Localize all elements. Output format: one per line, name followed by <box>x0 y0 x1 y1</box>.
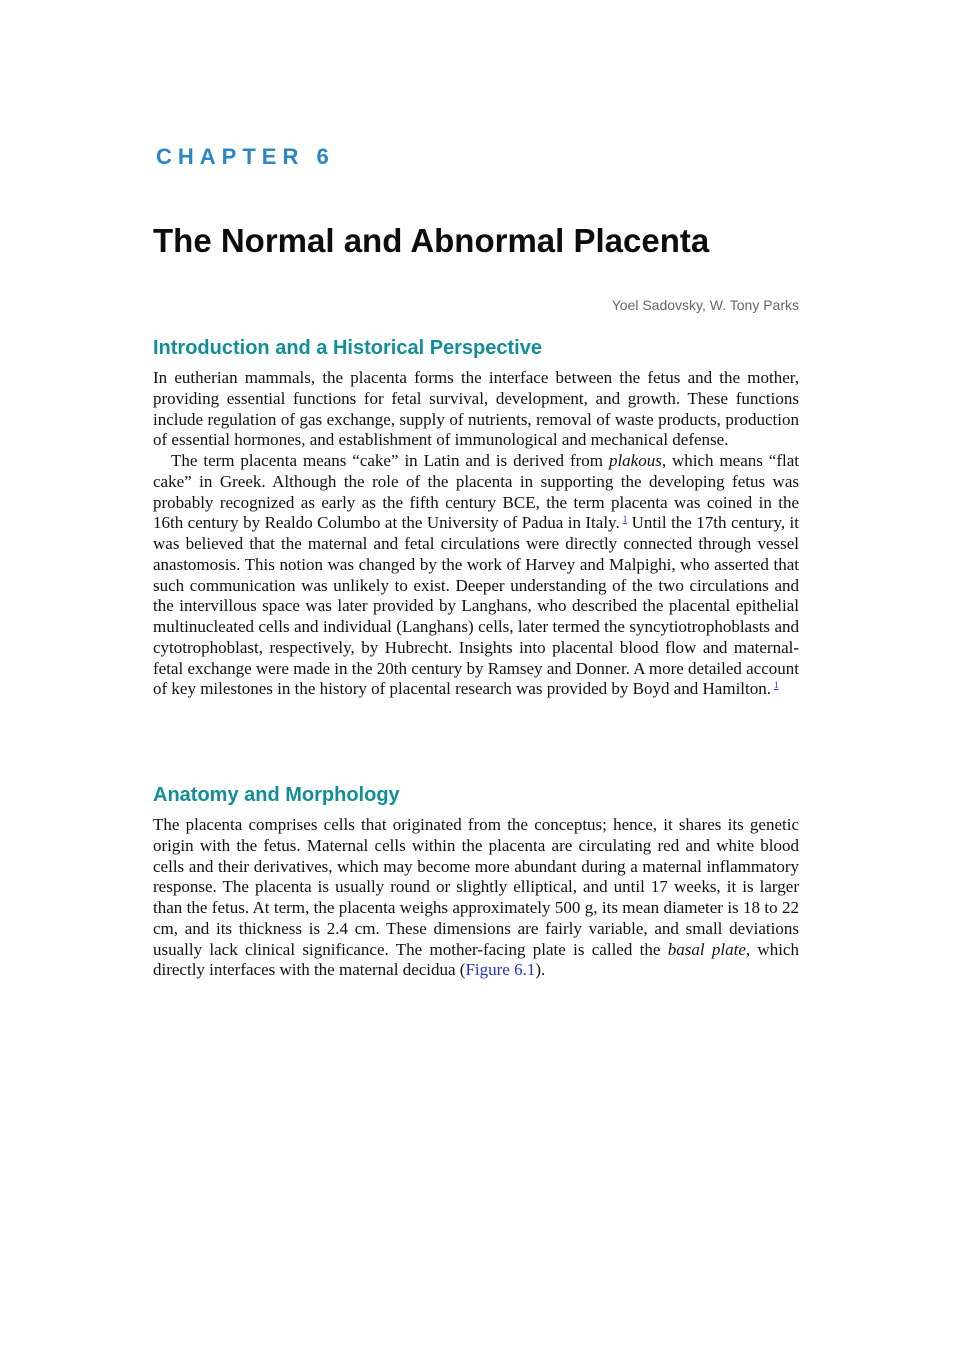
section-body-introduction <box>153 368 799 700</box>
paragraph <box>153 815 799 981</box>
text-run: ). <box>535 960 546 980</box>
section-heading-introduction: Introduction and a Historical Perspective <box>153 337 542 359</box>
chapter-label: CHAPTER 6 <box>156 144 335 169</box>
text-run: , which means “flat cake” in Greek. Although the role of the placenta in supporting the developing fetus was probably recognized as early as the fifth century BCE, the term placenta was coined in the 16th century by Realdo Columbo at the University of Padua in Italy. <box>153 451 799 533</box>
figure-link[interactable]: Figure 6.1 <box>465 960 536 980</box>
section-body-anatomy <box>153 815 799 981</box>
page-title: The Normal and Abnormal Placenta <box>153 222 710 259</box>
paragraph <box>153 451 799 700</box>
paragraph: In eutherian mammals, the placenta forms the interface between the fetus and the mother, providing essential functions for fetal survival, development, and growth. These functions include regulation of gas exchange, supply of nutrients, removal of waste products, production of essential hormones, and establishment of immunological and mechanical defense. <box>153 368 799 450</box>
reference-link[interactable]: 1 <box>622 513 628 524</box>
text-run: Until the 17th century, it was believed that the maternal and fetal circulations were directly connected through vessel anastomosis. This notion was changed by the work of Harvey and Malpighi, who asserted that such communication was unlikely to exist. Deeper understanding of the two circulations and the intervillous space was later provided by Langhans, who described the placental epithelial multinucleated cells and individual (Langhans) cells, later termed the syncytiotrophoblasts and cytotrophoblast, respectively, by Hubrecht. Insights into placental blood flow and maternal-fetal exchange were made in the 20th century by Ramsey and Donner. A more detailed account of key milestones in the history of placental research was provided by Boyd and Hamilton. <box>153 513 799 699</box>
section-heading-anatomy: Anatomy and Morphology <box>153 784 400 806</box>
text-run: The term placenta means “cake” in Latin and is derived from <box>171 451 609 470</box>
italic-term: basal plate <box>667 939 746 959</box>
authors: Yoel Sadovsky, W. Tony Parks <box>611 297 799 313</box>
reference-link[interactable]: 1 <box>774 679 779 690</box>
text-run: , which directly interfaces with the maternal decidua ( <box>153 939 799 980</box>
text-run: The placenta comprises cells that originated from the conceptus; hence, it shares its genetic origin with the fetus. Maternal cells within the placenta are circulating red and white blood cells and their derivatives, which may become more abundant during a maternal inflammatory response. The placenta is usually round or slightly elliptical, and until 17 weeks, it is larger than the fetus. At term, the placenta weighs approximately 500 g, its mean diameter is 18 to 22 cm, and its thickness is 2.4 cm. These dimensions are fairly variable, and small deviations usually lack clinical significance. The mother-facing plate is called the <box>153 815 799 959</box>
italic-term: plakous <box>608 451 662 470</box>
